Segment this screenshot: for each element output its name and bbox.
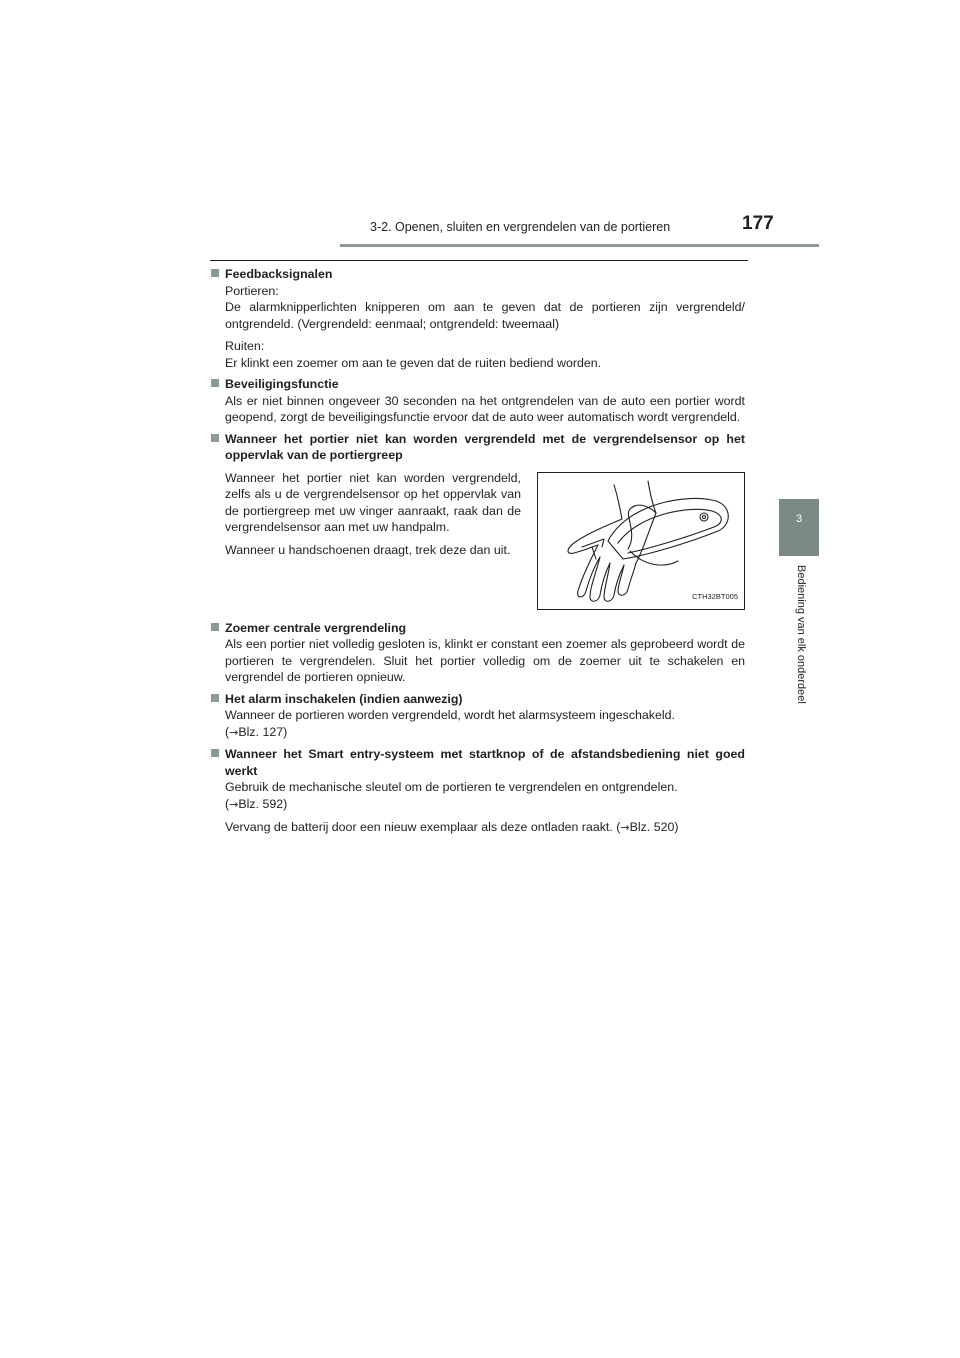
section-heading: Wanneer het Smart entry-systeem met startknop of de afstandsbediening niet goed werkt [225,747,745,778]
section-buzzer [211,620,745,686]
paragraph: Als een portier niet volledig gesloten is, klinkt er constant een zoemer als geprobeerd wordt de portieren te vergrendelen. Sluit het portier volledig om de zoemer uit te schakelen en vergrendel de portieren opnieuw. [225,637,745,684]
page-content [211,266,745,842]
paragraph: Als er niet binnen ongeveer 30 seconden na het ontgrendelen van de auto een portier wordt geopend, zorgt de beveiligingsfunctie ervoor dat de auto weer automatisch wordt vergrendeld. [225,393,745,424]
figure-code: CTH32BT005 [692,592,738,601]
section-heading: Feedbacksignalen [225,267,333,281]
section-heading: Beveiligingsfunctie [225,377,339,391]
page-number: 177 [742,213,774,234]
paragraph: Wanneer de portieren worden vergrendeld, wordt het alarmsysteem ingeschakeld. [225,708,675,722]
section-heading: Wanneer het portier niet kan worden vergrendeld met de vergrendelsensor op het oppervlak van de portiergreep [225,431,745,462]
arrow-right-icon: → [229,797,239,811]
chapter-tab: 3 [779,499,819,556]
section-heading: Het alarm inschakelen (indien aanwezig) [225,691,463,706]
section-heading: Zoemer centrale vergrendeling [225,620,407,635]
section-alarm: Het alarm inschakelen (indien aanwezig) Wanneer de portieren worden vergrendeld, wordt het alarmsysteem ingeschakeld. (→Blz. 127) [211,691,745,742]
hand-on-door-handle-illustration [537,472,745,610]
paragraph: Ruiten: Er klinkt een zoemer om aan te geven dat de ruiten bediend worden. [225,339,602,370]
paragraph: Wanneer het portier niet kan worden vergrendeld, zelfs als u de vergrendelsensor op het oppervlak van de portiergreep met uw vinger aanraakt, raak dan de vergrendelsensor aan met uw handpalm. [225,470,521,534]
paragraph: Vervang de batterij door een nieuw exemplaar als deze ontladen raakt. ( [225,820,621,834]
section-security [211,376,745,426]
paragraph: Wanneer u handschoenen draagt, trek deze dan uit. [225,542,511,557]
square-bullet-icon [211,269,219,277]
square-bullet-icon [211,694,219,702]
page-reference[interactable]: Blz. 520) [629,820,679,834]
section-feedback [211,266,745,371]
paragraph: Portieren: De alarmknipperlichten knipperen om aan te geven dat de portieren zijn vergrendeld/ ontgrendeld. (Vergrendeld: eenmaal; ontgrendeld: tweemaal) [225,283,745,331]
header-title: 3-2. Openen, sluiten en vergrendelen van de portieren [370,220,671,234]
page-reference[interactable]: Blz. 592) [238,796,288,811]
square-bullet-icon [211,749,219,757]
square-bullet-icon [211,379,219,387]
content-rule [210,260,748,261]
arrow-right-icon: → [229,725,239,739]
chapter-label: Bediening van elk onderdeel [795,565,807,704]
section-smart-entry: Wanneer het Smart entry-systeem met startknop of de afstandsbediening niet goed werkt Gebruik de mechanische sleutel om de portieren te vergrendelen en ontgrendelen. (→Blz. 592) Vervang de batterij door een nieuw exemplaar als deze ontladen raakt. (→Blz. 520) [211,746,745,837]
header-rule [340,244,819,247]
arrow-right-icon: → [620,821,630,834]
square-bullet-icon [211,434,219,442]
page-reference[interactable]: Blz. 127) [238,724,288,739]
square-bullet-icon [211,623,219,631]
section-sensor [211,431,745,616]
paragraph: Gebruik de mechanische sleutel om de portieren te vergrendelen en ontgrendelen. [225,780,678,794]
